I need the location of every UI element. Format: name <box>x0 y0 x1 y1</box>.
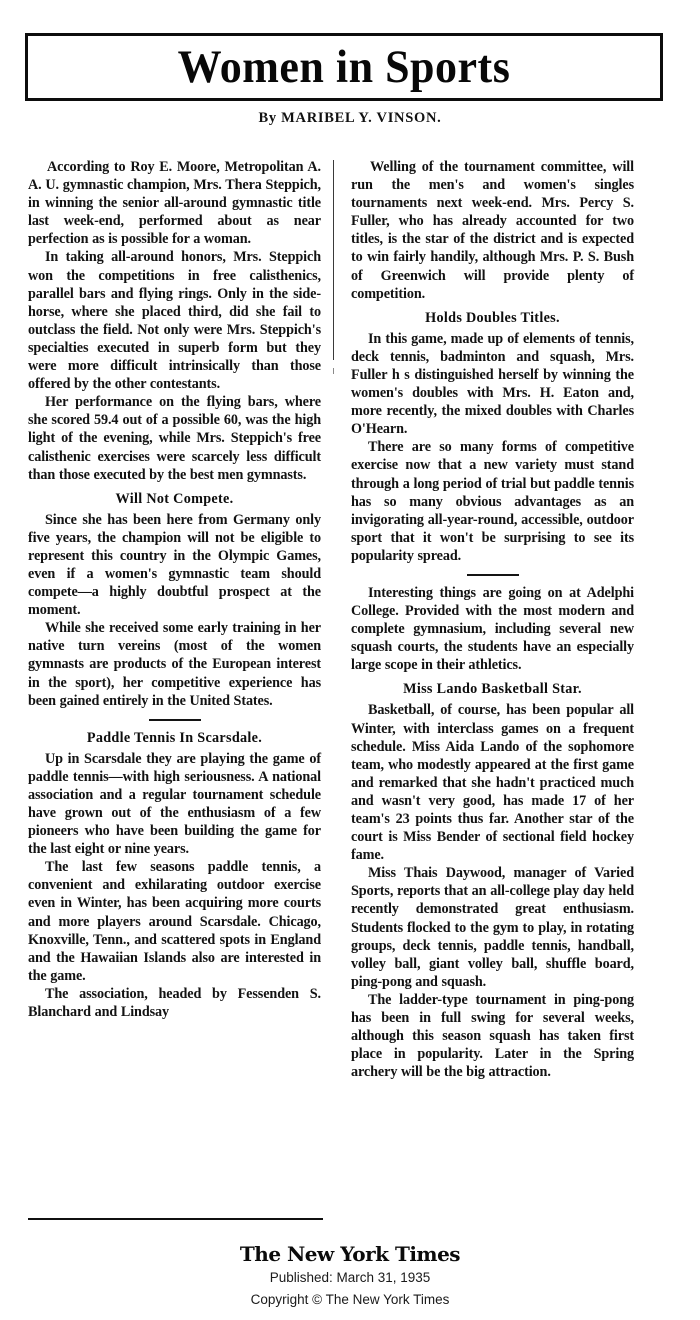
section-subhead: Miss Lando Basketball Star. <box>403 681 582 698</box>
byline: By MARIBEL Y. VINSON. <box>258 110 442 126</box>
copyright-notice: Copyright © The New York Times <box>250 1292 450 1307</box>
headline-box <box>25 33 663 101</box>
paragraph: Miss Thais Daywood, manager of Varied Sports, reports that an all-college play day held recently demonstrated great enthusiasm. Students flocked to the gym to play, in rotating groups, deck tennis, paddle tennis, handball, volley ball, giant volley ball, shuffle board, ping-pong and squash. <box>351 865 634 990</box>
nyt-masthead-logo: The New York Times <box>239 1242 461 1266</box>
paragraph: Interesting things are going on at Adelphi College. Provided with the most modern and complete gymnasium, including several new squash courts, the students have an especially large scope in their athletics. <box>351 584 634 674</box>
paragraph: The last few seasons paddle tennis, a convenient and exhilarating outdoor exercise even in Winter, has been acquiring more courts and more players around Scarsdale. Chicago, Knoxville, Tenn., and scattered spots in England and the Hawaiian Islands also are interested in the game. <box>28 859 321 984</box>
section-rule <box>149 719 201 721</box>
section-subhead: Paddle Tennis In Scarsdale. <box>86 729 263 746</box>
section-rule <box>467 574 519 576</box>
column-left <box>28 158 331 1218</box>
section-subhead: Will Not Compete. <box>115 490 234 507</box>
paragraph: According to Roy E. Moore, Metropolitan A. A. U. gymnastic champion, Mrs. Thera Steppich, in winning the senior all-around gymnastic title last week-end, performed about as near perfection as is possible for a woman. <box>28 159 321 248</box>
paragraph: Up in Scarsdale they are playing the game of paddle tennis—with high seriousness. A national association and a regular tournament schedule have grown out of the enthusiasm of a few pioneers who have been building the game for the last eight or nine years. <box>28 750 321 858</box>
column-right <box>331 158 634 1218</box>
paragraph: The association, headed by Fessenden S. Blanchard and Lindsay <box>28 985 321 1021</box>
paragraph: While she received some early training in her native turn vereins (most of the women gymnasts are products of the European interest in the sport), her competitive experience has been gained entirely in the United States. <box>28 620 321 709</box>
paragraph: Her performance on the flying bars, where she scored 59.4 out of a possible 60, was the high light of the evening, while Mrs. Steppich's free calisthenic exercises were scarcely less difficult than those executed by the best men gymnasts. <box>28 394 321 483</box>
paragraph: Since she has been here from Germany only five years, the champion will not be eligible to represent this country in the Olympic Games, even if a women's gymnastic team should compete—a highly doubtful prospect at the moment. <box>28 511 321 619</box>
page-title: Women in Sports <box>177 40 511 93</box>
published-date: Published: March 31, 1935 <box>269 1270 431 1285</box>
page-footer <box>0 1243 700 1309</box>
section-subhead: Holds Doubles Titles. <box>425 309 560 326</box>
paragraph: The ladder-type tournament in ping-pong has been in full swing for several weeks, although this season squash has taken first place in popularity. Later in the Spring archery will be the big attraction. <box>351 991 634 1081</box>
paragraph: Welling of the tournament committee, will run the men's and women's singles tournaments next week-end. Mrs. Percy S. Fuller, who has already accounted for two titles, is the star of the district and is expected to win fairly handily, although Mrs. P. S. Bush of Greenwich will provide plenty of competition. <box>351 159 634 302</box>
article-columns <box>28 158 672 1218</box>
paragraph: In taking all-around honors, Mrs. Steppich won the competitions in free calisthenics, parallel bars and flying rings. Only in the side-horse, where she placed third, did she fail to outclass the field. Not only were Mrs. Steppich's specialties executed in superb form but they were more difficult intrinsically than those offered by the other contestants. <box>28 249 321 393</box>
paragraph: In this game, made up of elements of tennis, deck tennis, badminton and squash, Mrs. Fuller h s distinguished herself by winning the women's doubles with Mrs. H. Eaton and, more recently, the mixed doubles with Charles O'Hearn. <box>351 330 634 438</box>
paragraph: There are so many forms of competitive exercise now that a new variety must stand through a long period of trial but paddle tennis has so many obvious advantages as an invigorating all-year-round, accessible, outdoor sport that it won't be surprising to see its popularity spread. <box>351 439 634 564</box>
article-end-rule <box>28 1218 323 1220</box>
paragraph: Basketball, of course, has been popular all Winter, with interclass games on a frequent schedule. Miss Aida Lando of the sophomore team, who modestly appeared at the first game and remarked that she hadn't practiced much and wasn't very good, has made 17 of her team's 23 points thus far. Another star of the court is Miss Bender of sectional field hockey fame. <box>351 702 634 864</box>
